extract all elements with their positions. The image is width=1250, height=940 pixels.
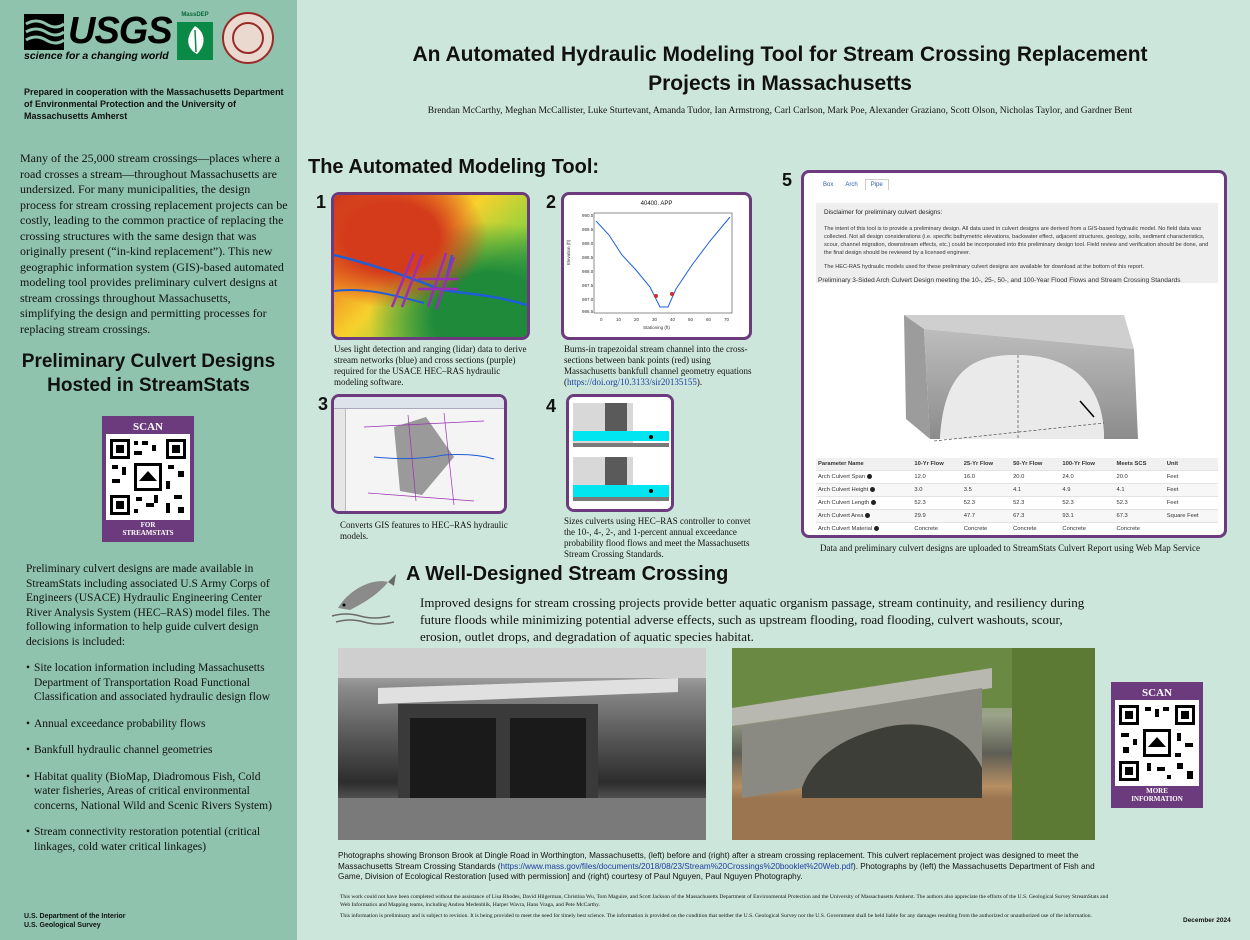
disclaimer-text: The intent of this tool is to provide a preliminary design. All data used in culvert designs are derived from a GIS-based hydraulic model. No field data was collected. Not all design considerations (i.e. specific bathymetric elevations, backwater effect, adjacent structures, geology, soils, sediment characteristics, scour, channel migration, downstream effects, etc.) could be incorporated into this preliminary design tool. Field review and verification should be done, and the final design should be reviewed by a licensed engineer.	[824, 226, 1209, 256]
info-icon[interactable]	[865, 513, 870, 518]
list-item: • Habitat quality (BioMap, Diadromous Fish, Cold water fisheries, Areas of critical environmental concerns, National Wild and Scenic Rivers System)	[26, 770, 288, 814]
usgs-wave-icon	[24, 14, 64, 50]
stream-crossing-text: Improved designs for stream crossing projects provide better aquatic organism passage, stream continuity, and resiliency during future floods while minimizing potential adverse effects, such as upstream flooding, road flooding, culvert washouts, scour, erosion, outlet drops, and degradation of aquatic species habitat.	[420, 595, 1085, 644]
step5-caption: Data and preliminary culvert designs are uploaded to StreamStats Culvert Report using Web Map Service	[820, 543, 1201, 553]
publication-date: December 2024	[1183, 917, 1231, 924]
list-item: • Site location information including Massachusetts Department of Transportation Road Functional Classification and associated hydraulic design flow	[26, 661, 288, 705]
streamstats-qr-code[interactable]	[102, 416, 194, 542]
svg-text:988.0: 988.0	[582, 269, 594, 274]
doi-footer: U.S. Department of the Interior U.S. Geological Survey	[24, 913, 126, 929]
disclaimer-box	[816, 203, 1218, 283]
culvert-profile-panel	[566, 394, 674, 512]
qr-code-icon	[1117, 703, 1197, 783]
photo-caption: Photographs showing Bronson Brook at Dingle Road in Worthington, Massachusetts, (left) before and (right) after a stream crossing replacement. This culvert replacement project was designed to meet the Massachusetts Stream Crossing Standards (https://www.mass.gov/files/documents/2018/08/23/Stream%20Crossings%20booklet%20Web.pdf). Photographs by (left) the Massachusetts Department of Fish and Game, Division of Ecological Restoration [used with permission] and (right) courtesy of Paul Nguyen, Paul Nguyen Photography.	[338, 851, 1095, 881]
table-row: Arch Culvert Area 29.9 47.7 67.3 93.1 67.3 Square Feet	[816, 510, 1218, 523]
table-row: Arch Culvert Span 12.0 16.0 20.0 24.0 20.0 Feet	[816, 471, 1218, 484]
step-number: 2	[546, 192, 557, 212]
after-photo	[732, 648, 1095, 840]
step2-caption: Burns-in trapezoidal stream channel into the cross-sections between bank points (red) using Massachusetts bankfull channel geometry equations (https://doi.org/10.3133/sir20135155).	[564, 344, 752, 387]
tool-heading: The Automated Modeling Tool:	[308, 156, 600, 178]
more-info-qr-code[interactable]	[1111, 682, 1203, 808]
plot-title: 40400. APP	[640, 201, 673, 207]
svg-text:20: 20	[634, 317, 640, 322]
tab-arch[interactable]: Arch	[845, 182, 858, 188]
svg-text:986.5: 986.5	[582, 309, 594, 314]
fish-icon	[330, 568, 400, 628]
info-icon[interactable]	[870, 487, 875, 492]
step-number: 1	[316, 192, 327, 212]
massdep-leaf-icon	[175, 20, 215, 62]
usgs-logo	[24, 10, 172, 64]
massdep-logo	[175, 12, 215, 62]
tab-pipe[interactable]: Pipe	[865, 179, 889, 190]
umass-seal-logo	[222, 12, 274, 64]
step-number: 4	[546, 396, 557, 416]
step-number: 5	[782, 170, 793, 190]
qr-scan-label: SCAN	[1115, 686, 1199, 700]
streamstats-body	[26, 562, 288, 854]
author-list: Brendan McCarthy, Meghan McCallister, Luke Sturtevant, Amanda Tudor, Ian Armstrong, Carl Carlson, Mark Poe, Alexander Graziano, Scott Olson, Nicholas Taylor, and Gardner Bent	[427, 106, 1133, 116]
streamstats-paragraph: Preliminary culvert designs are made available in StreamStats including associated U.S Army Corps of Engineers (USACE) Hydraulic Engineering Center River Analysis System (HEC–RAS) model files. The following information to help guide culvert design decisions is included:	[26, 563, 271, 648]
culvert-type-tabs	[818, 179, 891, 190]
svg-text:989.5: 989.5	[582, 227, 594, 232]
disclaimer-download-note: The HEC-RAS hydraulic models used for these preliminary culvert designs are available for download at the bottom of this report.	[824, 264, 1144, 270]
svg-text:988.5: 988.5	[582, 255, 594, 260]
culvert-profile-screenshot	[569, 397, 671, 509]
cooperation-note: Prepared in cooperation with the Massachusetts Department of Environmental Protection and the University of Massachusetts Amherst	[24, 87, 284, 121]
plot-xlabel: Stationing (ft)	[643, 325, 670, 330]
svg-text:0: 0	[600, 317, 603, 322]
list-item: • Stream connectivity restoration potential (critical linkages, cold water critical linkages)	[26, 825, 288, 854]
usgs-tagline: science for a changing world	[24, 50, 169, 62]
lidar-map-image	[334, 195, 527, 337]
poster-title: An Automated Hydraulic Modeling Tool for Stream Crossing Replacement Projects in Massachusetts	[412, 43, 1148, 95]
before-photo	[338, 648, 706, 840]
step4-caption: Sizes culverts using HEC–RAS controller to convet the 10-, 4-, 2-, and 1-percent annual exceedance probability flood flows and meet the Massachusetts Stream Crossing Standards.	[564, 516, 751, 559]
step3-caption: Converts GIS features to HEC–RAS hydraulic models.	[340, 520, 508, 541]
sidebar	[0, 0, 297, 940]
svg-text:987.5: 987.5	[582, 283, 594, 288]
step1-caption: Uses light detection and ranging (lidar) data to derive stream networks (blue) and cross sections (purple) required for the USACE HEC–RAS hydraulic modeling software.	[334, 344, 527, 387]
qr-more-info-label: MORE INFORMATION	[1115, 786, 1199, 804]
table-row: Arch Culvert Height 3.0 3.5 4.1 4.9 4.1 Feet	[816, 484, 1218, 497]
plot-ylabel: Elevation (ft)	[566, 239, 571, 265]
stream-crossings-booklet-link[interactable]: https://www.mass.gov/files/documents/2018/08/23/Stream%20Crossings%20booklet%20Web.pdf	[500, 861, 854, 871]
svg-text:40: 40	[670, 317, 676, 322]
hec-ras-geometry-screenshot	[334, 397, 504, 511]
list-item: • Bankfull hydraulic channel geometries	[26, 743, 288, 758]
disclaimer-title: Disclaimer for preliminary culvert designs:	[824, 209, 943, 216]
svg-text:990.0: 990.0	[582, 213, 594, 218]
step-number: 3	[318, 394, 329, 414]
table-header-row: Parameter Name 10-Yr Flow 25-Yr Flow 50-Yr Flow 100-Yr Flow Meets SCS Unit	[816, 458, 1218, 471]
info-list	[26, 661, 288, 854]
stream-network-overlay	[334, 195, 530, 340]
hec-ras-geometry-panel	[331, 394, 507, 514]
info-icon[interactable]	[871, 500, 876, 505]
usgs-wordmark: USGS	[68, 10, 172, 52]
tab-box[interactable]: Box	[823, 182, 834, 188]
list-item: • Annual exceedance probability flows	[26, 717, 288, 732]
arch-culvert-3d-drawing	[804, 289, 1224, 459]
svg-text:989.0: 989.0	[582, 241, 594, 246]
intro-paragraph: Many of the 25,000 stream crossings—places where a road crosses a stream—throughout Massachusetts are undersized. For many municipalities, the design process for stream crossing replacement projects can be costly, leading to the common practice of replacing the crossing structures with the same design that was originally present (“in-kind replacement”). This new geographic information system (GIS)-based automated modeling tool provides preliminary culvert designs at stream crossings throughout Massachusetts, simplifying the design and permitting processes for replacing stream crossings.	[20, 151, 288, 336]
info-icon[interactable]	[867, 474, 872, 479]
info-icon[interactable]	[874, 526, 879, 531]
svg-text:10: 10	[616, 317, 622, 322]
doi-link[interactable]: https://doi.org/10.3133/sir20135155	[567, 377, 697, 387]
culvert-report-panel	[801, 170, 1227, 538]
svg-text:50: 50	[688, 317, 694, 322]
qr-streamstats-label: FOR STREAMSTATS	[106, 520, 190, 538]
cross-section-plot-panel	[561, 192, 752, 340]
svg-text:987.0: 987.0	[582, 297, 594, 302]
qr-code-icon	[108, 437, 188, 517]
table-row: Arch Culvert Material Concrete Concrete Concrete Concrete Concrete	[816, 523, 1218, 536]
svg-text:60: 60	[706, 317, 712, 322]
lidar-map-panel	[331, 192, 530, 340]
svg-text:70: 70	[724, 317, 730, 322]
culvert-design-table	[816, 458, 1218, 535]
stream-crossing-heading: A Well-Designed Stream Crossing	[406, 563, 729, 585]
qr-scan-label: SCAN	[106, 420, 190, 434]
acknowledgments: This work could not have been completed without the assistance of Lisa Rhodes, David Hilgerman, Christina Wu, Tom Maguire, and Scott Jackson of the Massachusetts Department of Environmental Protection and the University of Massachusetts Amherst. The authors also appreciate the efforts of the U.S. Geological Survey StreamStats and Web Informatics and Mapping teams, including Andrea Medenblik, Harper Wavra, Hans Vraga, and Pete McCarthy. This information is preliminary and is subject to revision. It is being provided to meet the need for timely best science. The information is provided on the condition that neither the U.S. Geological Survey nor the U.S. Government shall be held liable for any damages resulting from the authorized or unauthorized use of the information.	[340, 894, 1109, 919]
table-row: Arch Culvert Length 52.3 52.3 52.3 52.3 52.3 Feet	[816, 497, 1218, 510]
streamstats-heading	[0, 350, 297, 398]
streamstats-heading-line2: Hosted in StreamStats	[47, 375, 250, 396]
cross-section-chart	[564, 195, 749, 337]
svg-text:30: 30	[652, 317, 658, 322]
streamstats-heading-line1: Preliminary Culvert Designs	[21, 351, 276, 372]
report-subtitle: Preliminary 3-Sided Arch Culvert Design meeting the 10-, 25-, 50-, and 100-Year Flood Flows and Stream Crossing Standards	[818, 277, 1181, 284]
massdep-label: MassDEP	[181, 12, 209, 18]
